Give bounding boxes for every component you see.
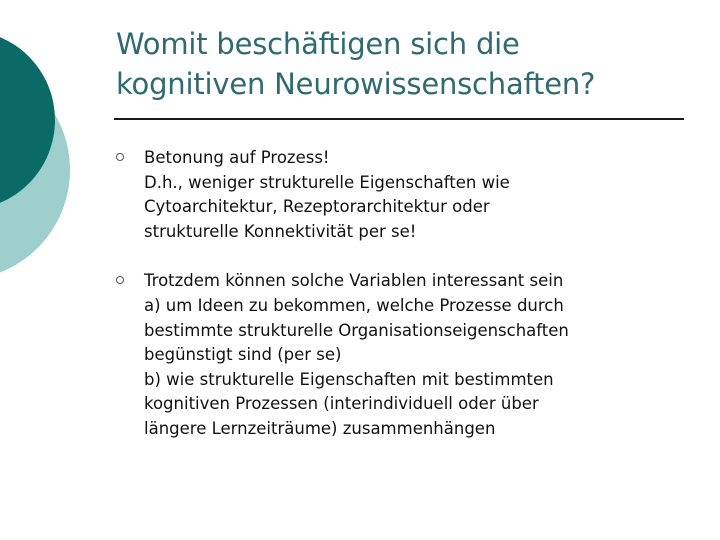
bullet-item-2 <box>116 269 676 441</box>
bullet-item-1 <box>116 146 676 244</box>
bullet-1-line-2: D.h., weniger strukturelle Eigenschaften wie <box>144 172 510 192</box>
circle-bullet-icon <box>116 153 124 161</box>
bullet-1-line-1: Betonung auf Prozess! <box>144 148 330 167</box>
bullet-2-line-2: a) um Ideen zu bekommen, welche Prozesse durch <box>144 295 564 315</box>
bullet-2-line-3: bestimmte strukturelle Organisationseigenschaften <box>144 320 569 340</box>
decorative-circles <box>0 0 110 300</box>
bullet-1-line-3: Cytoarchitektur, Rezeptorarchitektur oder <box>144 197 490 217</box>
circle-bullet-icon <box>116 276 124 284</box>
bullet-2-line-6: kognitiven Prozessen (interindividuell oder über <box>144 394 539 414</box>
bullet-list <box>116 146 676 467</box>
title-line-2: kognitiven Neurowissenschaften? <box>116 67 596 101</box>
bullet-2-line-4: begünstigt sind (per se) <box>144 345 342 365</box>
slide-title <box>116 24 696 104</box>
title-line-1: Womit beschäftigen sich die <box>116 27 520 61</box>
bullet-2-line-7: längere Lernzeiträume) zusammenhängen <box>144 418 496 438</box>
bullet-1-line-4: strukturelle Konnektivität per se! <box>144 221 417 241</box>
title-underline <box>114 118 684 120</box>
bullet-2-line-1: Trotzdem können solche Variablen interessant sein <box>144 271 564 291</box>
bullet-2-line-5: b) wie strukturelle Eigenschaften mit bestimmten <box>144 369 554 389</box>
